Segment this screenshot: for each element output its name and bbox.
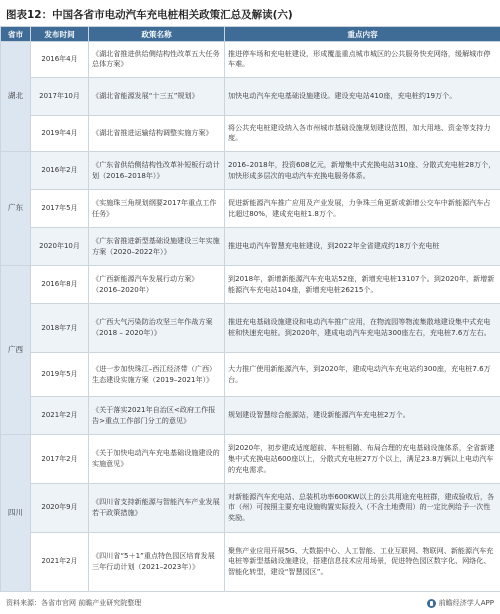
policy-cell: 《广西大气污染防治攻坚三年作战方案（2018 – 2020年）》 [89,304,225,353]
content-cell: 促进新能源汽车推广应用及产业发展，力争珠三角更新或新增公交车中新能源汽车占比超过80%，建成充电桩1.8万个。 [225,190,500,228]
date-cell: 2017年10月 [31,77,89,115]
date-cell: 2016年8月 [31,266,89,304]
table-row [1,397,500,435]
content-cell: 聚焦产业应用开展5G、大数据中心、人工智能、工业互联网、物联网、新能源汽车充电桩等新型基础设施建设，搭建信息技术应用场景，促进特色园区数字化、网络化、智能化转型，建设“智慧园区”。 [225,532,500,591]
policy-cell: 《实施珠三角规划纲要2017年重点工作任务》 [89,190,225,228]
table-row [1,435,500,484]
header-date: 发布时间 [31,27,89,42]
table-row [1,266,500,304]
policy-cell: 《四川省“5＋1”重点特色园区培育发展三年行动计划（2021–2023年）》 [89,532,225,591]
table-row [1,532,500,591]
policy-cell: 《进一步加快珠江–西江经济带（广西）生态建设实施方案（2019–2021年）》 [89,352,225,396]
policy-cell: 《关于加快电动汽车充电基础设施建设的实施意见》 [89,435,225,484]
policy-cell: 《四川省支持新能源与智能汽车产业发展若干政策措施》 [89,483,225,532]
date-cell: 2021年2月 [31,532,89,591]
policy-cell: 《湖北省能源发展“十三五”规划》 [89,77,225,115]
brand-mark [427,596,494,610]
table-row [1,77,500,115]
policy-cell: 《关于落实2021年自治区<政府工作报告>重点工作部门分工的意见》 [89,397,225,435]
content-cell: 大力推广使用新能源汽车，到2020年，建成电动汽车充电站约300座，充电桩7.6万台。 [225,352,500,396]
header-policy: 政策名称 [89,27,225,42]
footer [0,596,500,610]
province-cell: 湖北 [1,42,31,152]
date-cell: 2017年5月 [31,190,89,228]
date-cell: 2017年2月 [31,435,89,484]
date-cell: 2016年4月 [31,42,89,78]
province-cell: 广东 [1,151,31,265]
date-cell: 2018年7月 [31,304,89,353]
date-cell: 2019年5月 [31,352,89,396]
policy-table [0,26,500,592]
brand-label: 前瞻经济学人APP [438,599,494,607]
content-cell: 到2018年，新增新能源汽车充电站52座，新增充电桩13107个。到2020年，新增新能源汽车充电站104座，新增充电桩26215个。 [225,266,500,304]
province-cell: 广西 [1,266,31,435]
policy-cell: 《湖北省推进供给侧结构性改革五大任务总体方案》 [89,42,225,78]
header-content: 重点内容 [225,27,500,42]
table-row [1,151,500,189]
table-row [1,228,500,266]
qianzhan-logo-icon [427,599,436,608]
date-cell: 2016年2月 [31,151,89,189]
table-row [1,352,500,396]
table-row [1,483,500,532]
content-cell: 规划建设智慧综合能源站，建设新能源汽车充电桩2万个。 [225,397,500,435]
content-cell: 到2020年，初步建成适度超前、车桩相随、布局合理的充电基础设施体系，全省新建集中式充换电站600座以上，分散式充电桩27万个以上，满足23.8万辆以上电动汽车的充电需求。 [225,435,500,484]
content-cell: 加快电动汽车充电基础设施建设。建设充电站410座，充电桩约19万个。 [225,77,500,115]
content-cell: 推进停车场和充电桩建设，形成覆盖重点城市城区的公共服务快充网络，缓解城市停车难。 [225,42,500,78]
policy-cell: 《广东省推进新型基础设施建设三年实施方案（2020–2022年）》 [89,228,225,266]
table-row [1,116,500,152]
table-row [1,190,500,228]
content-cell: 2016–2018年，投资608亿元，新增集中式充换电站310座、分散式充电桩28万个，加快形成多层次的电动汽车充换电服务体系。 [225,151,500,189]
figure-title: 图表12：中国各省市电动汽车充电桩相关政策汇总及解读(六) [6,9,293,21]
header-province: 省市 [1,27,31,42]
content-cell: 对新能源汽车充电站、总装机功率600KW以上的公共用途充电桩群，建成验收后，各市（州）可按照主要充电设施购置实际投入（不含土地费用）的一定比例给予一次性奖励。 [225,483,500,532]
policy-cell: 《湖北省推进运输结构调整实施方案》 [89,116,225,152]
policy-cell: 《广东省供给侧结构性改革补短板行动计划（2016–2018年）》 [89,151,225,189]
table-header-row [1,27,500,42]
table-row [1,304,500,353]
date-cell: 2019年4月 [31,116,89,152]
source-note: 资料来源：各省市官网 前瞻产业研究院整理 [6,599,142,607]
table-row [1,42,500,78]
date-cell: 2020年10月 [31,228,89,266]
date-cell: 2021年2月 [31,397,89,435]
content-cell: 推进充电基础设施建设和电动汽车推广应用，在物流园等物流集散地建设集中式充电桩和快速充电桩。到2020年，建成电动汽车充电站300座左右，充电桩7.6万左右。 [225,304,500,353]
date-cell: 2020年9月 [31,483,89,532]
content-cell: 推进电动汽车智慧充电桩建设，到2022年全省建成约18万个充电桩 [225,228,500,266]
province-cell: 四川 [1,435,31,592]
content-cell: 将公共充电桩建设纳入各市州城市基础设施规划建设范围，加大用地、资金等支持力度。 [225,116,500,152]
policy-cell: 《广西新能源汽车发展行动方案》（2016–2020年） [89,266,225,304]
